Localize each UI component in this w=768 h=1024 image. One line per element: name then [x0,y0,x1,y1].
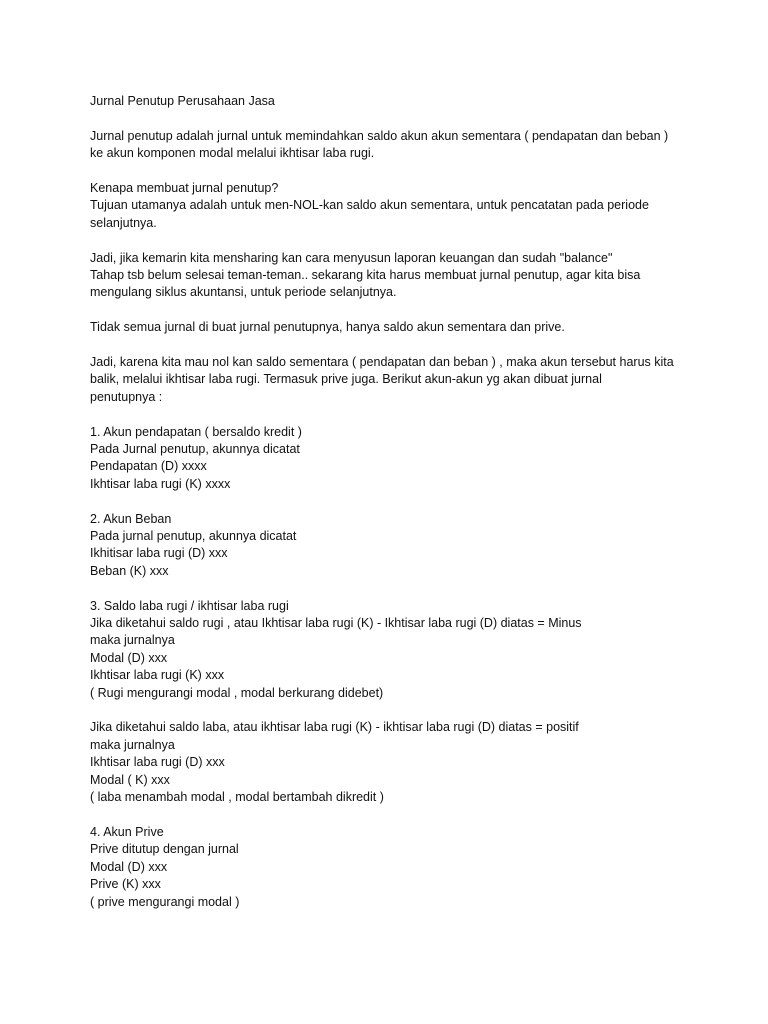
text-line: 3. Saldo laba rugi / ikhtisar laba rugi [90,598,289,613]
text-line: Modal (D) xxx [90,859,168,874]
text-line: Tahap tsb belum selesai teman-teman.. sekarang kita harus membuat jurnal penutup, agar kita bisa [90,268,641,283]
text-line: Modal ( K) xxx [90,772,170,787]
text-line: Tidak semua jurnal di buat jurnal penutupnya, hanya saldo akun sementara dan prive. [90,320,565,335]
paragraph-spacer [90,406,710,423]
text-line: Ikhtisar laba rugi (K) xxxx [90,476,231,491]
paragraph [90,180,710,232]
paragraph-spacer [90,232,710,249]
text-line: Pada jurnal penutup, akunnya dicatat [90,529,297,544]
paragraph-spacer [90,807,710,824]
text-line: ke akun komponen modal melalui ikhtisar laba rugi. [90,146,375,161]
text-line: Kenapa membuat jurnal penutup? [90,181,279,195]
text-line: 4. Akun Prive [90,824,164,839]
paragraph-spacer [90,580,710,597]
paragraph [90,719,710,806]
text-line: balik, melalui ikhtisar laba rugi. Termasuk prive juga. Berikut akun-akun yg akan dibuat jurnal [90,372,602,387]
paragraph [90,511,710,581]
text-line: Ikhitisar laba rugi (D) xxx [90,546,228,561]
text-line: Tujuan utamanya adalah untuk men-NOL-kan saldo akun sementara, untuk pencatatan pada periode [90,198,649,213]
paragraph-spacer [90,302,710,319]
text-line: Jadi, karena kita mau nol kan saldo sementara ( pendapatan dan beban ) , maka akun tersebut harus kita [90,355,674,370]
document-body [90,110,710,911]
document-title: Jurnal Penutup Perusahaan Jasa [90,94,275,108]
text-line: maka jurnalnya [90,633,175,648]
paragraph-spacer [90,163,710,180]
paragraph-spacer [90,337,710,354]
text-line: ( Rugi mengurangi modal , modal berkurang didebet) [90,685,384,700]
text-line: Pada Jurnal penutup, akunnya dicatat [90,442,300,457]
text-line: Beban (K) xxx [90,563,169,578]
text-line: Ikhtisar laba rugi (D) xxx [90,755,225,770]
paragraph [90,354,710,406]
paragraph-spacer [90,110,710,127]
text-line: Jurnal penutup adalah jurnal untuk memindahkan saldo akun akun sementara ( pendapatan dan beban ) [90,128,669,143]
text-line: Prive ditutup dengan jurnal [90,842,239,857]
paragraph [90,424,710,494]
paragraph-spacer [90,493,710,510]
text-line: Jika diketahui saldo rugi , atau Ikhtisar laba rugi (K) - Ikhtisar laba rugi (D) diatas = Minus [90,616,582,631]
text-line: maka jurnalnya [90,737,175,752]
text-line: 1. Akun pendapatan ( bersaldo kredit ) [90,424,302,439]
paragraph [90,824,710,911]
text-line: mengulang siklus akuntansi, untuk periode selanjutnya. [90,285,397,300]
text-line: Pendapatan (D) xxxx [90,459,207,474]
paragraph [90,128,710,163]
text-line: Modal (D) xxx [90,650,168,665]
text-line: ( prive mengurangi modal ) [90,894,240,909]
text-line: Ikhtisar laba rugi (K) xxx [90,668,225,683]
paragraph [90,250,710,302]
text-line: ( laba menambah modal , modal bertambah dikredit ) [90,790,384,805]
text-line: selanjutnya. [90,215,157,230]
text-line: Jadi, jika kemarin kita mensharing kan cara menyusun laporan keuangan dan sudah "balance" [90,250,613,265]
text-line: 2. Akun Beban [90,511,172,526]
document-page [90,93,710,911]
text-line: penutupnya : [90,389,163,404]
paragraph-spacer [90,702,710,719]
text-line: Prive (K) xxx [90,877,161,892]
paragraph [90,319,710,336]
text-line: Jika diketahui saldo laba, atau ikhtisar laba rugi (K) - ikhtisar laba rugi (D) diatas = positif [90,720,579,735]
paragraph [90,598,710,702]
